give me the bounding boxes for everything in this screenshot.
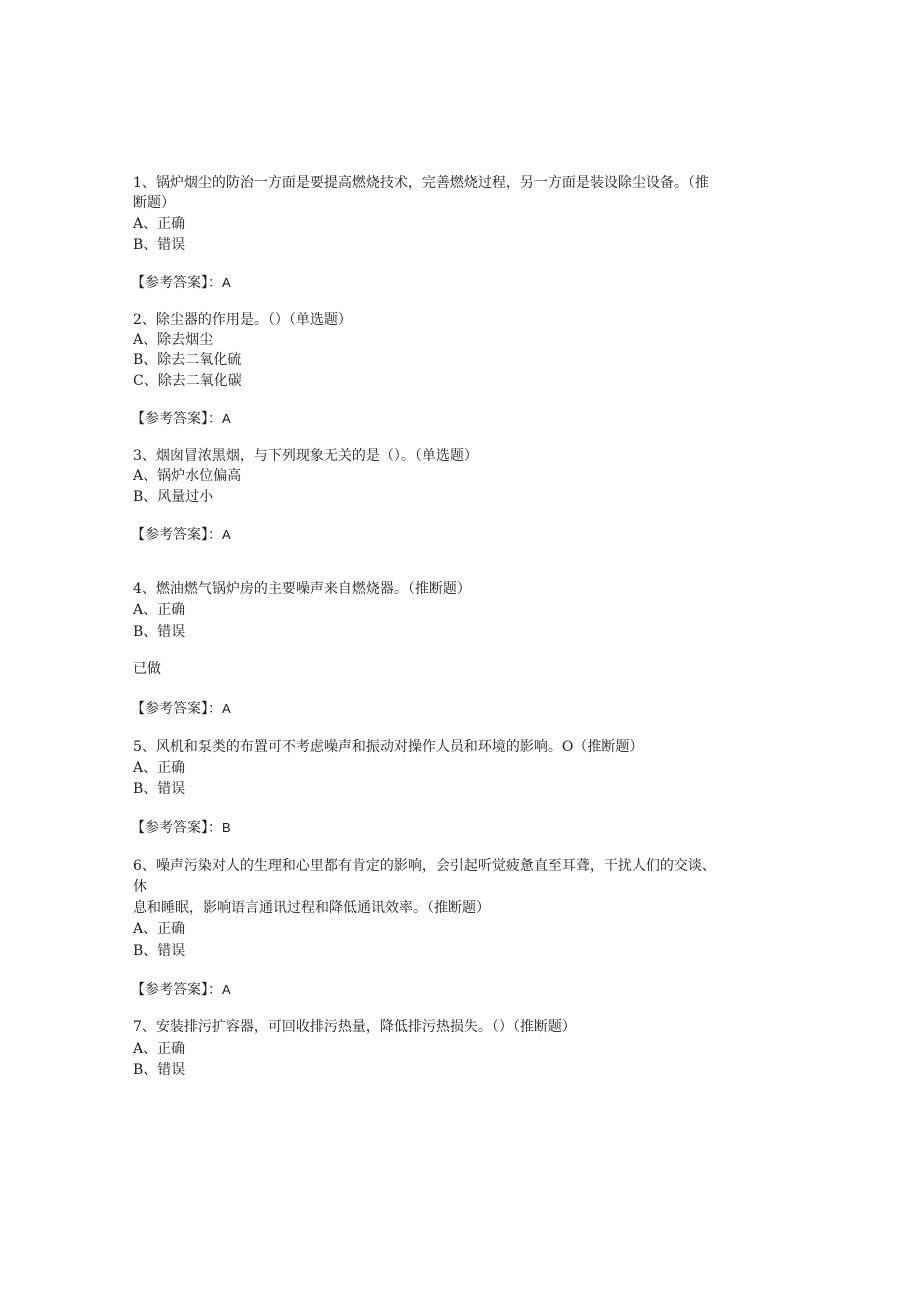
question-6-option-a: A、正确 (133, 921, 186, 937)
answer-value: A (222, 982, 231, 997)
question-4-line-1: 4、燃油燃气锅炉房的主要噪声来自燃烧器。（推断题） (133, 581, 471, 597)
question-5-option-a: A、正确 (133, 760, 186, 776)
answer-value: A (222, 411, 231, 426)
question-2-option-a: A、除去烟尘 (133, 332, 214, 348)
question-5-option-b: B、错误 (133, 781, 186, 797)
question-1-answer (131, 273, 231, 293)
question-6-option-b: B、错误 (133, 943, 186, 959)
question-7-option-a: A、正确 (133, 1041, 186, 1057)
question-3-option-b: B、风量过小 (133, 489, 214, 505)
question-2-option-c: C、除去二氧化碳 (133, 373, 242, 389)
question-6-line-1: 6、噪声污染对人的生理和心里都有肯定的影响，会引起听觉疲惫直至耳聋，干扰人们的交谈、 (133, 858, 716, 874)
answer-label: 【参考答案】： (131, 820, 222, 836)
answer-label: 【参考答案】： (131, 527, 222, 543)
question-4-option-b: B、错误 (133, 624, 186, 640)
question-1-line-2: 断题） (133, 195, 175, 211)
answer-label: 【参考答案】： (131, 275, 222, 291)
answer-label: 【参考答案】： (131, 411, 222, 427)
question-2-answer (131, 409, 231, 429)
question-1-option-a: A、正确 (133, 216, 186, 232)
question-3-answer (131, 525, 231, 545)
answer-value: B (222, 820, 231, 835)
question-3-line-1: 3、烟囱冒浓黑烟，与下列现象无关的是（）。（单选题） (133, 448, 478, 464)
question-1-option-b: B、错误 (133, 237, 186, 253)
answer-value: A (222, 527, 231, 542)
question-6-answer (131, 980, 231, 1000)
question-5-answer (131, 818, 231, 838)
question-1-line-1: 1、锅炉烟尘的防治一方面是要提高燃烧技术，完善燃烧过程，另一方面是装设除尘设备。（推 (133, 175, 709, 191)
answer-label: 【参考答案】： (131, 701, 222, 717)
answer-label: 【参考答案】： (131, 982, 222, 998)
question-4-option-a: A、正确 (133, 602, 186, 618)
question-7-option-b: B、错误 (133, 1062, 186, 1078)
question-2-line-1: 2、除尘器的作用是。（）（单选题） (133, 312, 352, 328)
question-3-option-a: A、锅炉水位偏高 (133, 468, 242, 484)
question-7-line-1: 7、安装排污扩容器，可回收排污热量，降低排污热损失。（）（推断题） (133, 1019, 576, 1035)
question-6-line-2: 休 (133, 879, 147, 895)
question-6-line-3: 息和睡眠，影响语言通讯过程和降低通讯效率。（推断题） (133, 900, 490, 916)
answer-value: A (222, 275, 231, 290)
question-4-note: 已做 (133, 661, 161, 677)
question-5-line-1: 5、风机和泵类的布置可不考虑噪声和振动对操作人员和环境的影响。O（推断题） (133, 739, 644, 755)
answer-value: A (222, 701, 231, 716)
question-2-option-b: B、除去二氧化硫 (133, 352, 242, 368)
question-4-answer (131, 699, 231, 719)
